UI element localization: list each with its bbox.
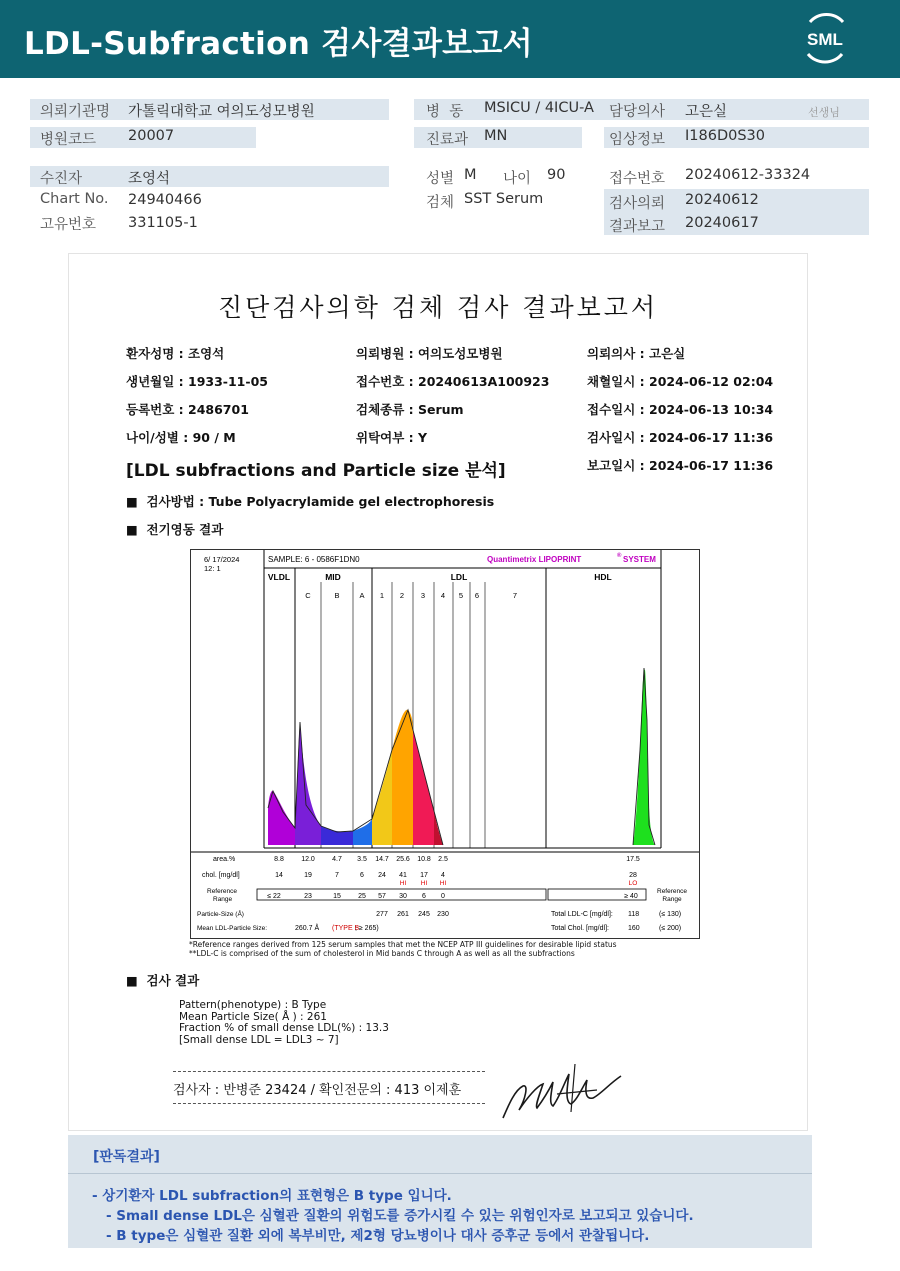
report-title: LDL-Subfraction 검사결과보고서 xyxy=(24,26,533,62)
interpretation-line: - B type은 심혈관 질환 외에 복부비만, 제2형 당뇨병이나 대사 증후군 등에서 관찰됩니다. xyxy=(106,1228,650,1244)
report-value: 20240617 xyxy=(685,215,759,231)
unique-label: 고유번호 xyxy=(40,217,97,233)
electrophoresis-chart xyxy=(190,549,700,939)
flag-hi: HI xyxy=(399,880,407,887)
sample-id: SAMPLE: 6 - 0586F1DN0 xyxy=(268,555,360,564)
patient-label: 수진자 xyxy=(40,171,83,187)
footnote: *Reference ranges derived from 125 serum samples that met the NCEP ATP III guidelines for desirable lipid status **LDL-C is comprised of the sum of cholesterol in Mid bands C through A as well as all the subfractions xyxy=(189,940,617,958)
type-reference: ; ≥ 265) xyxy=(355,925,379,932)
chol-value: 17 xyxy=(420,872,428,879)
report-header xyxy=(0,0,900,78)
flag-lo: LO xyxy=(628,880,638,887)
chol-value: 7 xyxy=(335,872,339,879)
sex-label: 성별 xyxy=(426,171,455,187)
area-value: 8.8 xyxy=(274,856,284,863)
registration-number: 등록번호 : 2486701 xyxy=(126,402,249,417)
particle-size: 230 xyxy=(437,911,449,918)
row-label-reference: Reference xyxy=(207,888,237,895)
sml-logo xyxy=(796,12,854,64)
signature xyxy=(497,1060,627,1124)
particle-size: 277 xyxy=(376,911,388,918)
profile-ldl-1 xyxy=(372,750,392,845)
request-value: 20240612 xyxy=(685,192,759,208)
code-value: 20007 xyxy=(128,128,175,144)
result-heading: ■ 검사 결과 xyxy=(126,973,200,988)
band-label: 7 xyxy=(512,591,518,600)
profile-vldl xyxy=(268,791,295,845)
paper-title: 진단검사의학 검체 검사 결과보고서 xyxy=(217,293,659,322)
age-value: 90 xyxy=(547,167,566,183)
specimen-type: 검체종류 : Serum xyxy=(356,402,464,417)
hospital-value: 가톨릭대학교 여의도성모병원 xyxy=(128,104,315,120)
total-chol-value: 160 xyxy=(628,925,640,932)
method-line: ■ 검사방법 : Tube Polyacrylamide gel electrophoresis xyxy=(126,494,495,509)
referring-doctor: 의뢰의사 : 고은실 xyxy=(587,346,686,361)
report-time: 보고일시 : 2024-06-17 11:36 xyxy=(587,458,774,473)
electrophoresis-heading: ■ 전기영동 결과 xyxy=(126,522,224,537)
chol-value: 19 xyxy=(304,872,312,879)
consignment: 위탁여부 : Y xyxy=(356,430,428,445)
area-value: 12.0 xyxy=(301,856,315,863)
profile-ldl-3 xyxy=(413,730,434,845)
hospital-label: 의뢰기관명 xyxy=(40,104,111,120)
svg-text:®: ® xyxy=(617,553,622,559)
chol-value: 4 xyxy=(441,872,445,879)
receipt-value: 20240612-33324 xyxy=(685,167,811,183)
age-label: 나이 xyxy=(503,171,532,187)
specimen-label: 검체 xyxy=(426,195,455,211)
group-label-vldl: VLDL xyxy=(267,572,291,582)
doctor-label: 담당의사 xyxy=(609,104,666,120)
area-value: 4.7 xyxy=(332,856,342,863)
receipt-time: 접수일시 : 2024-06-13 10:34 xyxy=(587,402,774,417)
clinical-label: 임상정보 xyxy=(609,132,666,148)
clinical-value: I186D0S30 xyxy=(685,128,765,144)
sex-value: M xyxy=(464,167,477,183)
reference-value: 25 xyxy=(358,893,366,900)
profile-mid-a xyxy=(353,819,372,845)
doctor-value: 고은실 xyxy=(685,104,728,120)
ward-label: 병 동 xyxy=(426,104,464,120)
total-ldl-value: 118 xyxy=(628,911,640,918)
band-label: 5 xyxy=(458,591,464,600)
band-label: 2 xyxy=(399,591,405,600)
reference-value: 57 xyxy=(378,893,386,900)
test-time: 검사일시 : 2024-06-17 11:36 xyxy=(587,430,774,445)
interpretation-body xyxy=(68,1173,812,1248)
system-name: Quantimetrix LIPOPRINT xyxy=(487,555,582,564)
lab-report-paper xyxy=(68,253,808,1131)
particle-size: 245 xyxy=(418,911,430,918)
dept-value: MN xyxy=(484,128,508,144)
info-bar xyxy=(30,166,389,187)
mean-size-value: 260.7 Å xyxy=(295,925,320,932)
request-label: 검사의뢰 xyxy=(609,196,666,212)
inspector-line: 검사자 : 반병준 23424 / 확인전문의 : 413 이제훈 xyxy=(173,1083,462,1098)
flag-hi: HI xyxy=(439,880,447,887)
reference-range-label-2: Range xyxy=(662,896,682,903)
interpretation-header xyxy=(68,1135,812,1173)
reference-value: 15 xyxy=(333,893,341,900)
row-label-particle: Particle-Size (Å) xyxy=(197,911,244,918)
particle-size: 261 xyxy=(397,911,409,918)
reference-value: ≤ 22 xyxy=(267,893,281,900)
area-value: 25.6 xyxy=(396,856,410,863)
type-label: (TYPE B xyxy=(332,925,360,932)
reference-range-label-1: Reference xyxy=(657,888,687,895)
divider-line xyxy=(173,1103,485,1104)
band-label: 6 xyxy=(474,591,480,600)
birth-date: 생년월일 : 1933-11-05 xyxy=(126,374,268,389)
unique-value: 331105-1 xyxy=(128,215,198,231)
band-label: C xyxy=(305,591,311,600)
profile-hdl xyxy=(633,670,655,845)
total-chol-label: Total Chol. [mg/dl]: xyxy=(551,925,609,932)
chart-no-label: Chart No. xyxy=(40,191,109,207)
ward-value: MSICU / 4ICU-A xyxy=(484,100,594,116)
group-label-mid: MID xyxy=(325,572,341,582)
interpretation-title: [판독결과] xyxy=(93,1149,160,1165)
chol-value: 24 xyxy=(378,872,386,879)
profile-mid-b xyxy=(321,826,353,845)
divider-line xyxy=(173,1071,485,1072)
patient-name: 환자성명 : 조영석 xyxy=(126,346,225,361)
reference-value: ≥ 40 xyxy=(624,893,638,900)
interpretation-line: - 상기환자 LDL subfraction의 표현형은 B type 입니다. xyxy=(92,1188,452,1204)
area-value: 10.8 xyxy=(417,856,431,863)
band-label: 1 xyxy=(379,591,385,600)
band-label: B xyxy=(334,591,340,600)
referring-hospital: 의뢰병원 : 여의도성모병원 xyxy=(356,346,503,361)
specimen-value: SST Serum xyxy=(464,191,544,207)
chol-value: 28 xyxy=(629,872,637,879)
group-label-hdl: HDL xyxy=(594,572,612,582)
chol-value: 41 xyxy=(399,872,407,879)
row-label-range: Range xyxy=(213,896,233,903)
reference-value: 0 xyxy=(441,893,445,900)
chart-run: 12: 1 xyxy=(204,564,221,573)
group-label-ldl: LDL xyxy=(450,572,468,582)
reference-value: 30 xyxy=(399,893,407,900)
row-label-area: area.% xyxy=(213,856,236,863)
result-block: Pattern(phenotype) : B Type Mean Particle Size( Å ) : 261 Fraction % of small dense LDL(%) : 13.3 [Small dense LDL = LDL3 ~ 7] xyxy=(179,999,389,1046)
profile-ldl-2 xyxy=(392,710,413,845)
reference-value: 6 xyxy=(422,893,426,900)
area-value: 2.5 xyxy=(438,856,448,863)
analysis-section-title: [LDL subfractions and Particle size 분석] xyxy=(126,461,506,481)
reference-value: 23 xyxy=(304,893,312,900)
band-label: A xyxy=(359,591,365,600)
chart-date: 6/ 17/2024 xyxy=(204,555,240,564)
area-value: 14.7 xyxy=(375,856,389,863)
receipt-number: 접수번호 : 20240613A100923 xyxy=(356,374,550,389)
code-label: 병원코드 xyxy=(40,132,97,148)
area-value: 3.5 xyxy=(357,856,367,863)
total-ldl-ref: (≤ 130) xyxy=(659,911,682,918)
chart-no-value: 24940466 xyxy=(128,192,202,208)
collection-time: 채혈일시 : 2024-06-12 02:04 xyxy=(587,374,774,389)
doctor-suffix: 선생님 xyxy=(808,106,840,119)
report-label: 결과보고 xyxy=(609,219,666,235)
dept-label: 진료과 xyxy=(426,132,469,148)
row-label-chol: chol. [mg/dl] xyxy=(202,872,240,879)
row-label-mean: Mean LDL-Particle Size: xyxy=(197,925,268,932)
receipt-label: 접수번호 xyxy=(609,171,666,187)
svg-text:SML: SML xyxy=(807,30,843,49)
band-label: 4 xyxy=(440,591,446,600)
age-sex: 나이/성별 : 90 / M xyxy=(126,430,236,445)
chol-value: 6 xyxy=(360,872,364,879)
system-suffix: SYSTEM xyxy=(623,555,656,564)
total-ldl-label: Total LDL-C [mg/dl]: xyxy=(551,911,613,918)
total-chol-ref: (≤ 200) xyxy=(659,925,682,932)
band-label: 3 xyxy=(420,591,426,600)
chol-value: 14 xyxy=(275,872,283,879)
area-value: 17.5 xyxy=(626,856,640,863)
interpretation-line: - Small dense LDL은 심혈관 질환의 위험도를 증가시킬 수 있는 위험인자로 보고되고 있습니다. xyxy=(106,1208,694,1224)
patient-value: 조영석 xyxy=(128,171,171,187)
flag-hi: HI xyxy=(420,880,428,887)
